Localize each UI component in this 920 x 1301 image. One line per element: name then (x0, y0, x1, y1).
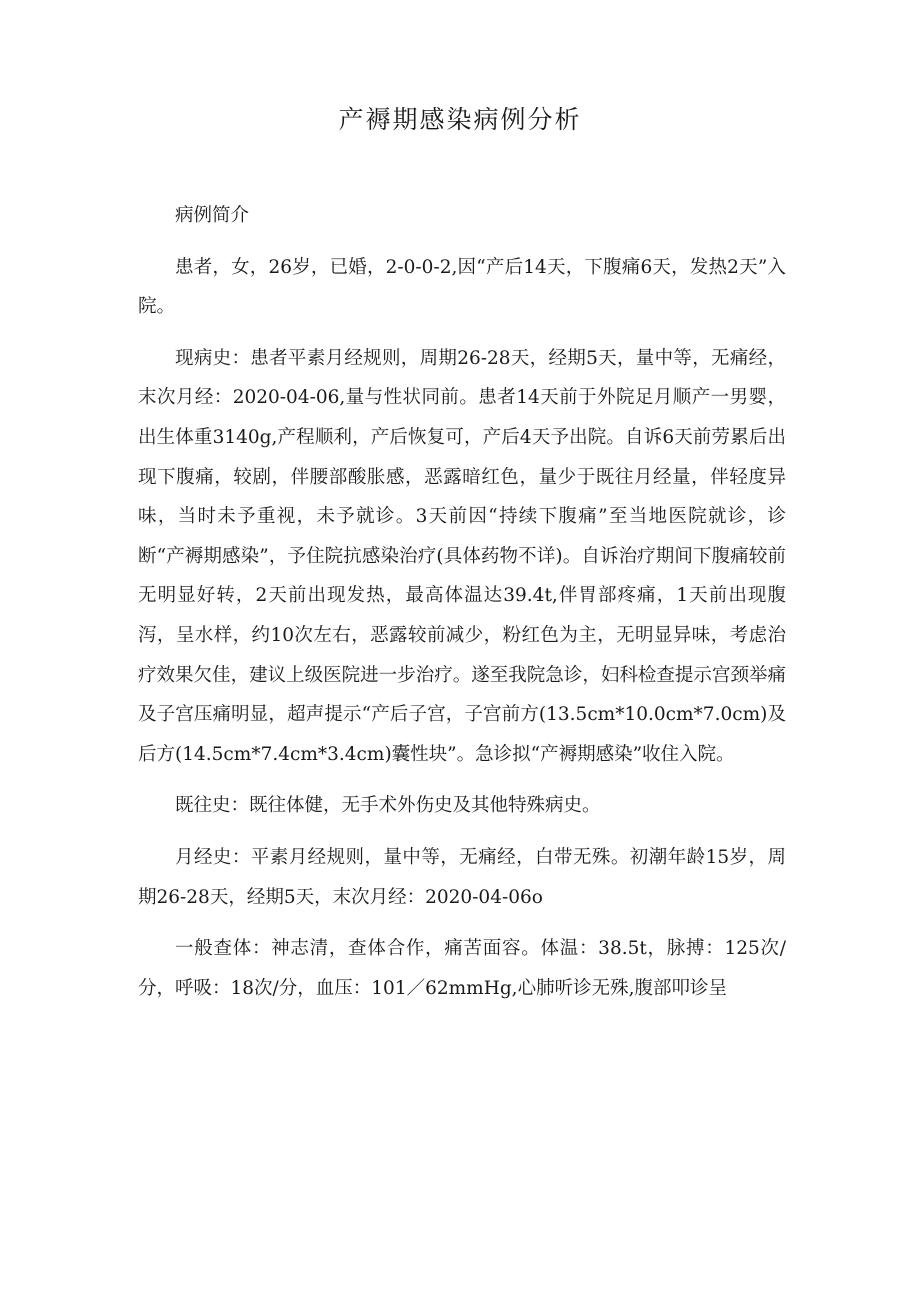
paragraph-patient-summary: 患者，女，26岁，已婚，2-0-0-2,因“产后14天，下腹痛6天，发热2天”入院。 (138, 256, 786, 318)
paragraph-menstrual-history: 月经史：平素月经规则，量中等，无痛经，白带无殊。初潮年龄15岁，周期26-28天，经期5天，末次月经：2020-04-06o (138, 846, 786, 908)
paragraph-general-exam: 一般查体：神志清，查体合作，痛苦面容。体温：38.5t，脉搏：125次/分，呼吸：18次/分，血压：101／62mmHg,心肺听诊无殊,腹部叩诊呈 (138, 938, 787, 999)
paragraph-present-illness: 现病史：患者平素月经规则，周期26-28天，经期5天，量中等，无痛经，末次月经：2020-04-06,量与性状同前。患者14天前于外院足月顺产一男婴，出生体重3140g,产程顺利，产后恢复可，产后4天予出院。自诉6天前劳累后出现下腹痛，较剧，伴腰部酸胀感，恶露暗红色，量少于既往月经量，伴轻度异味，当时未予重视，未予就诊。3天前因“持续下腹痛”至当地医院就诊，诊断“产褥期感染”，予住院抗感染治疗(具体药物不详)。自诉治疗期间下腹痛较前无明显好转，2天前出现发热，最高体温达39.4t,伴胃部疼痛，1天前出现腹泻，呈水样，约10次左右，恶露较前减少，粉红色为主，无明显异味，考虑治疗效果欠佳，建议上级医院进一步治疗。遂至我院急诊，妇科检查提示宫颈举痛及子宫压痛明显，超声提示“产后子宫，子宫前方(13.5cm*10.0cm*7.0cm)及后方(14.5cm*7.4cm*3.4cm)囊性块”。急诊拟“产褥期感染”收住入院。 (138, 347, 786, 765)
paragraph-past-history: 既往史：既往体健，无手术外伤史及其他特殊病史。 (175, 795, 601, 817)
document-body (138, 196, 786, 1020)
document-title: 产褥期感染病例分析 (338, 105, 582, 134)
section-heading-case-intro: 病例简介 (175, 205, 250, 226)
